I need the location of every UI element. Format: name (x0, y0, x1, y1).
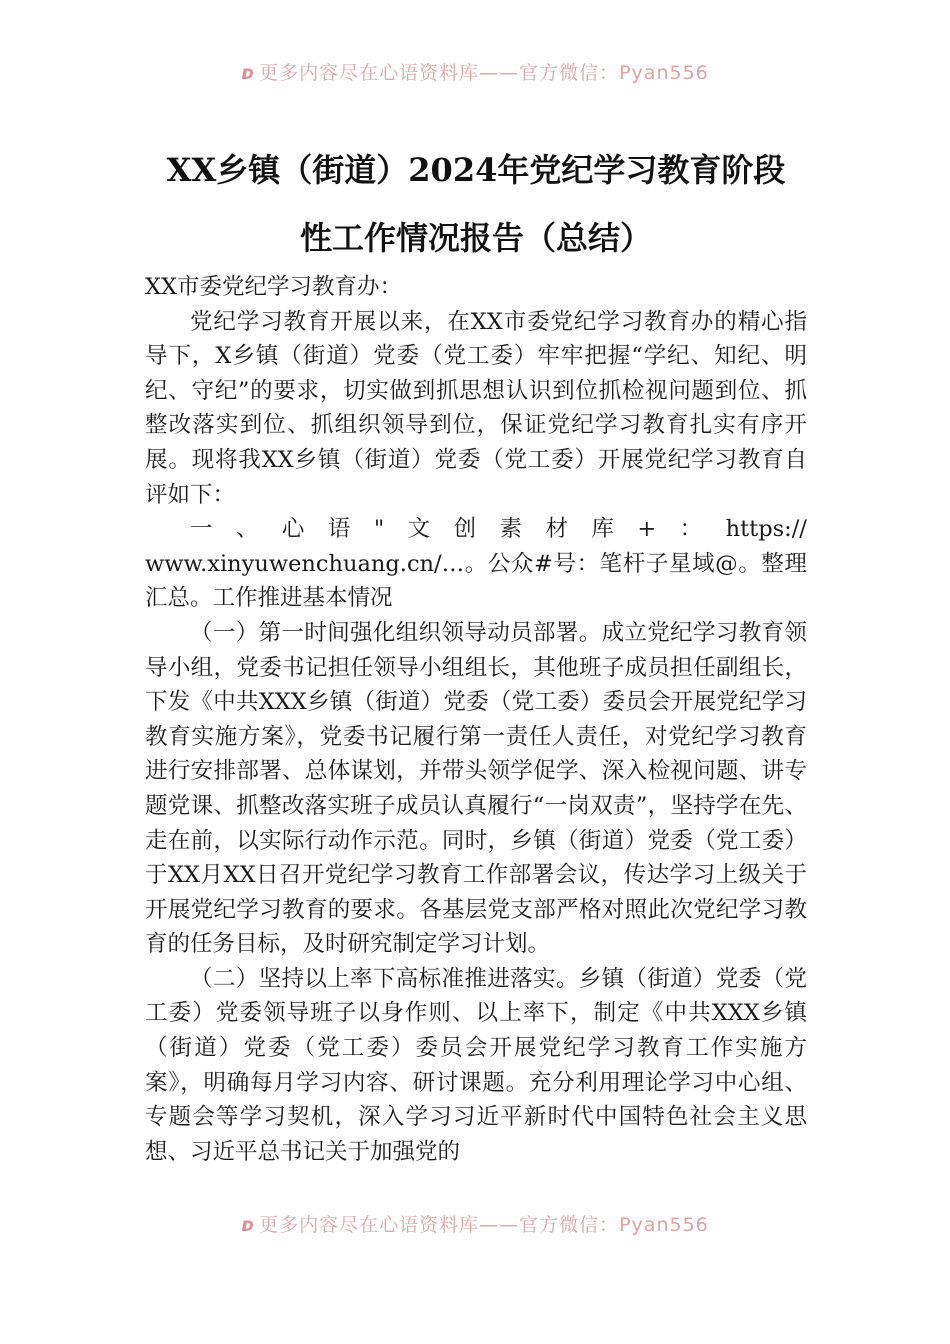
spread-char: 素 (499, 516, 523, 543)
spread-char: ： (679, 516, 703, 543)
paragraph-1: （一）第一时间强化组织领导动员部署。成立党纪学习教育领导小组，党委书记担任领导小组组长，其他班子成员担任副组长，下发《中共XXX乡镇（街道）党委（党工委）委员会开展党纪学习教育实施方案》，党委书记履行第一责任人责任，对党纪学习教育进行安排部署、总体谋划，并带头领学促学、深入检视问题、讲专题党课、抓整改落实班子成员认真履行“一岗双责”，坚持学在先、走在前，以实际行动作示范。同时，乡镇（街道）党委（党工委）于XX月XX日召开党纪学习教育工作部署会议，传达学习上级关于开展党纪学习教育的要求。各基层党支部严格对照此次党纪学习教育的任务目标，及时研究制定学习计划。 (145, 619, 807, 958)
spread-char: 材 (545, 516, 568, 543)
paragraph-2: （二）坚持以上率下高标准推进落实。乡镇（街道）党委（党工委）党委领导班子以身作则、以上率下，制定《中共XXX乡镇（街道）党委（党工委）委员会开展党纪学习教育工作实施方案》，明确每月学习内容、研讨课题。充分利用理论学习中心组、专题会等学习契机，深入学习习近平新时代中国特色社会主义思想、习近平总书记关于加强党的 (145, 965, 807, 1165)
watermark-logo-icon: ᴅ (241, 62, 256, 84)
watermark-text: 更多内容尽在心语资料库——官方微信：Pyan556 (259, 62, 709, 84)
document-title-line-1: XX乡镇（街道）2024年党纪学习教育阶段 (166, 151, 786, 189)
intro-paragraph: 党纪学习教育开展以来，在XX市委党纪学习教育办的精心指导下，X乡镇（街道）党委（党工委）牢牢把握“学纪、知纪、明纪、守纪”的要求，切实做到抓思想认识到位抓检视问题到位、抓整改落实到位、抓组织领导到位，保证党纪学习教育扎实有序开展。现将我XX乡镇（街道）党委（党工委）开展党纪学习教育自评如下： (145, 308, 807, 508)
spread-char: 创 (453, 516, 477, 543)
spread-char: " (373, 516, 385, 543)
watermark-logo-icon: ᴅ (241, 1214, 256, 1236)
spread-char: 心 (281, 516, 305, 543)
salutation: XX市委党纪学习教育办： (145, 274, 403, 300)
spread-char: 文 (407, 516, 431, 543)
section-1-heading-spread-line (145, 512, 807, 547)
footer-watermark (0, 1210, 950, 1237)
spread-char: 语 (327, 516, 351, 543)
spread-char: 库 (591, 516, 614, 543)
spread-char: + (637, 516, 657, 543)
document-body (145, 270, 807, 1169)
watermark-text: 更多内容尽在心语资料库——官方微信：Pyan556 (259, 1214, 709, 1236)
section-1-heading-rest: www.xinyuwenchuang.cn/…。公众#号：笔杆子星域@。整理汇总。工作推进基本情况 (145, 550, 807, 612)
header-watermark (0, 58, 950, 85)
spread-char: https:// (725, 516, 807, 543)
document-title-line-2: 性工作情况报告（总结） (299, 219, 652, 257)
spread-char: 一 (190, 516, 213, 543)
spread-char: 、 (235, 516, 259, 543)
